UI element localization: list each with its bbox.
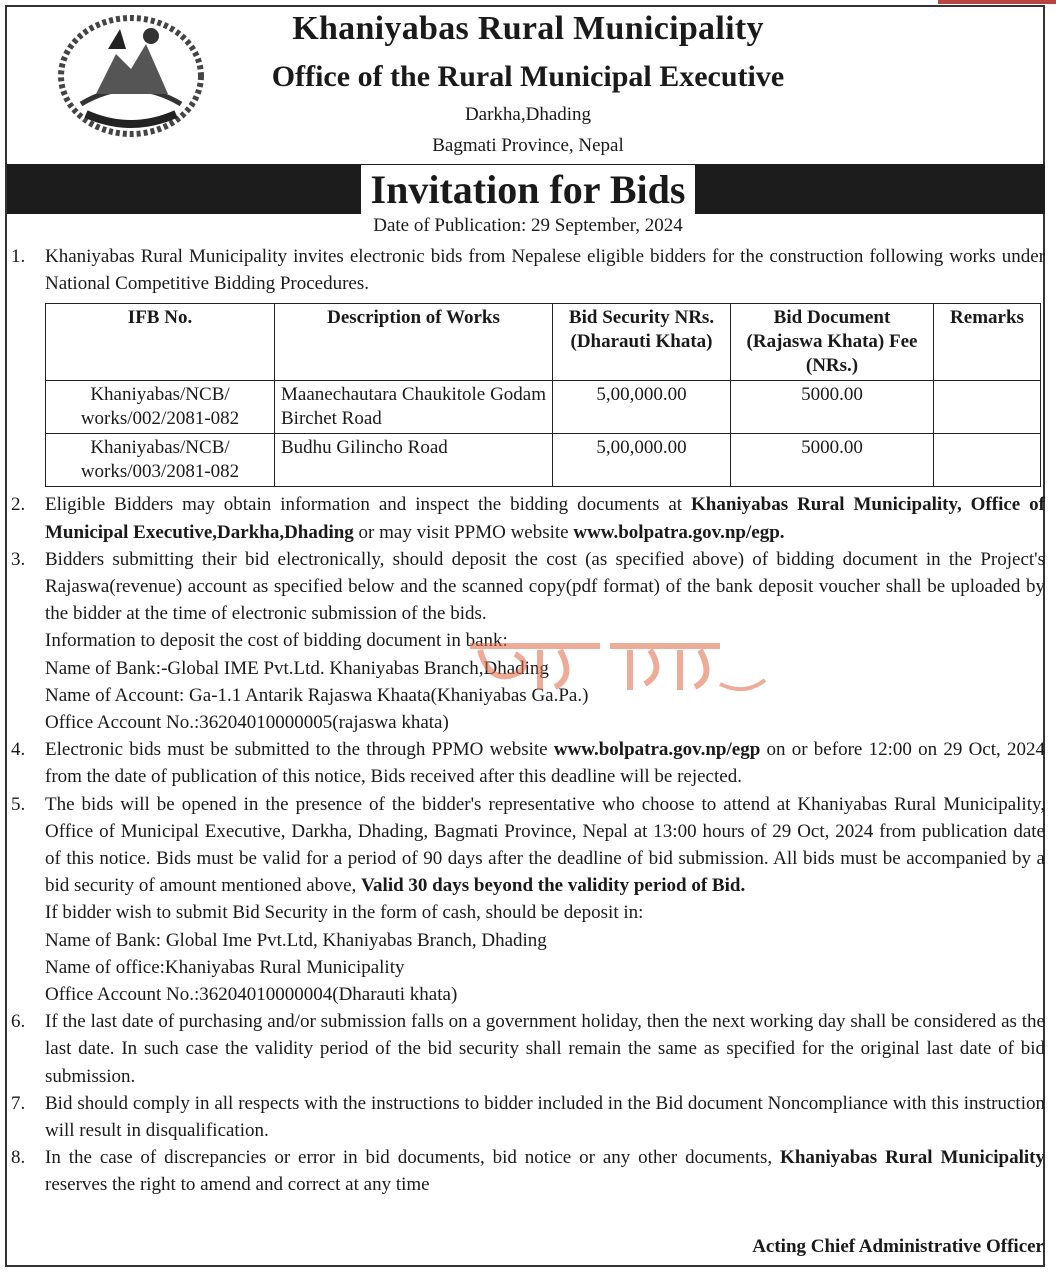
cash-account-number: Office Account No.:36204010000004(Dharauti khata) — [45, 984, 458, 1006]
cash-office-name: Name of office:Khaniyabas Rural Municipality — [45, 956, 405, 978]
item-number: 6. — [11, 1011, 26, 1033]
list-item — [11, 791, 1045, 1009]
cash-bank-name: Name of Bank: Global Ime Pvt.Ltd, Khaniyabas Branch, Dhading — [45, 929, 547, 951]
column-header: IFB No. — [46, 304, 275, 381]
item-number: 1. — [11, 246, 26, 267]
notice-body — [11, 243, 1045, 1199]
item-number: 8. — [11, 1147, 26, 1169]
notice-title-text: Invitation for Bids — [361, 165, 696, 215]
address-line-2: Bagmati Province, Nepal — [432, 135, 624, 156]
table-row — [46, 381, 1041, 434]
table-cell: 5000.00 — [731, 434, 934, 487]
bids-table — [45, 303, 1041, 487]
table-cell: 5,00,000.00 — [553, 381, 731, 434]
municipality-title: Khaniyabas Rural Municipality — [292, 10, 764, 47]
list-item — [11, 1144, 1045, 1198]
table-cell — [934, 381, 1041, 434]
item-text: reserves the right to amend and correct at any time — [45, 1174, 430, 1196]
item-text: Bidders submitting their bid electronically, should deposit the cost (as specified above) of bidding document in the Project's Rajaswa(revenue) account as specified below and the scanned copy(pdf format) of the bank deposit voucher shall be uploaded by the bidder at the time of electronic submission of the bids. — [45, 548, 1045, 625]
item-text: Bid should comply in all respects with the instructions to bidder included in the Bid document Noncompliance with this instruction will result in disqualification. — [45, 1092, 1045, 1142]
corner-mark — [938, 0, 1056, 4]
item-number: 7. — [11, 1092, 26, 1114]
deposit-account-number: Office Account No.:36204010000005(rajaswa khata) — [45, 712, 449, 734]
list-item — [11, 1090, 1045, 1144]
list-item — [11, 243, 1045, 297]
item-text: Electronic bids must be submitted to the through PPMO website — [45, 739, 554, 761]
item-number: 4. — [11, 739, 26, 761]
item-text: or may visit PPMO website — [353, 521, 574, 543]
table-cell: Khaniyabas/NCB/ works/003/2081-082 — [46, 434, 275, 487]
item-text: Eligible Bidders may obtain information and inspect the bidding documents at — [45, 494, 691, 516]
table-header-row — [46, 304, 1041, 381]
address-line-1: Darkha,Dhading — [464, 104, 592, 125]
website-link: www.bolpatra.gov.np/egp. — [573, 521, 785, 543]
table-cell — [934, 434, 1041, 487]
list-item — [11, 736, 1045, 790]
item-text-bold: Khaniyabas Rural Municipality, Office of Municipal Executive,Darkha,Dhading — [45, 494, 1045, 543]
item-text: on or before 12:00 on 29 Oct, 2024 from the date of publication of this notice, Bids received after this deadline will be rejected. — [45, 739, 1045, 788]
deposit-account-name: Name of Account: Ga-1.1 Antarik Rajaswa Khaata(Khaniyabas Ga.Pa.) — [45, 684, 589, 706]
table-cell: Maanechautara Chaukitole Godam Birchet Road — [275, 381, 553, 434]
list-item — [11, 1008, 1045, 1090]
signatory-title: Acting Chief Administrative Officer — [752, 1236, 1044, 1257]
column-header: Remarks — [934, 304, 1041, 381]
watermark-logo — [460, 632, 770, 702]
item-text: In the case of discrepancies or error in bid documents, bid notice or any other documents, — [45, 1147, 781, 1169]
notice-title — [0, 165, 1056, 215]
column-header: Description of Works — [275, 304, 553, 381]
table-cell: 5,00,000.00 — [553, 434, 731, 487]
column-header: Bid Security NRs. (Dharauti Khata) — [553, 304, 731, 381]
item-number: 2. — [11, 494, 26, 516]
item-text: Khaniyabas Rural Municipality invites electronic bids from Nepalese eligible bidders for the construction following works under National Competitive Bidding Procedures. — [45, 246, 1045, 295]
publication-date: Date of Publication: 29 September, 2024 — [373, 215, 683, 236]
office-title: Office of the Rural Municipal Executive — [271, 60, 785, 93]
column-header: Bid Document (Rajaswa Khata) Fee (NRs.) — [731, 304, 934, 381]
deposit-bank-name: Name of Bank:-Global IME Pvt.Ltd. Khaniyabas Branch,Dhading — [45, 657, 549, 679]
table-row — [46, 434, 1041, 487]
item-number: 3. — [11, 548, 26, 570]
item-text: The bids will be opened in the presence of the bidder's representative who choose to attend at Khaniyabas Rural Municipality, Office of Municipal Executive, Darkha, Dhading, Bagmati Province, Nepal at 13:00 hours of 29 Oct, 2024 from publication date of this notice. Bids must be valid for a period of 90 days after the deadline of bid submission. All bids must be accompanied by a bid security of amount mentioned above, — [45, 793, 1045, 897]
item-text-bold: Khaniyabas Rural Municipality — [780, 1147, 1045, 1169]
deposit-info-heading: Information to deposit the cost of bidding document in bank: — [45, 630, 508, 652]
table-cell: 5000.00 — [731, 381, 934, 434]
table-cell: Budhu Gilincho Road — [275, 434, 553, 487]
table-cell: Khaniyabas/NCB/ works/002/2081-082 — [46, 381, 275, 434]
website-link: www.bolpatra.gov.np/egp — [553, 739, 761, 761]
item-text: If the last date of purchasing and/or submission falls on a government holiday, then the next working day shall be considered as the last date. In such case the validity period of the bid security shall remain the same as specified for the original last date of bid submission. — [45, 1011, 1045, 1087]
cash-security-heading: If bidder wish to submit Bid Security in the form of cash, should be deposit in: — [45, 902, 644, 924]
list-item — [11, 491, 1045, 545]
item-number: 5. — [11, 793, 26, 815]
item-text-bold: Valid 30 days beyond the validity period of Bid. — [361, 875, 746, 897]
